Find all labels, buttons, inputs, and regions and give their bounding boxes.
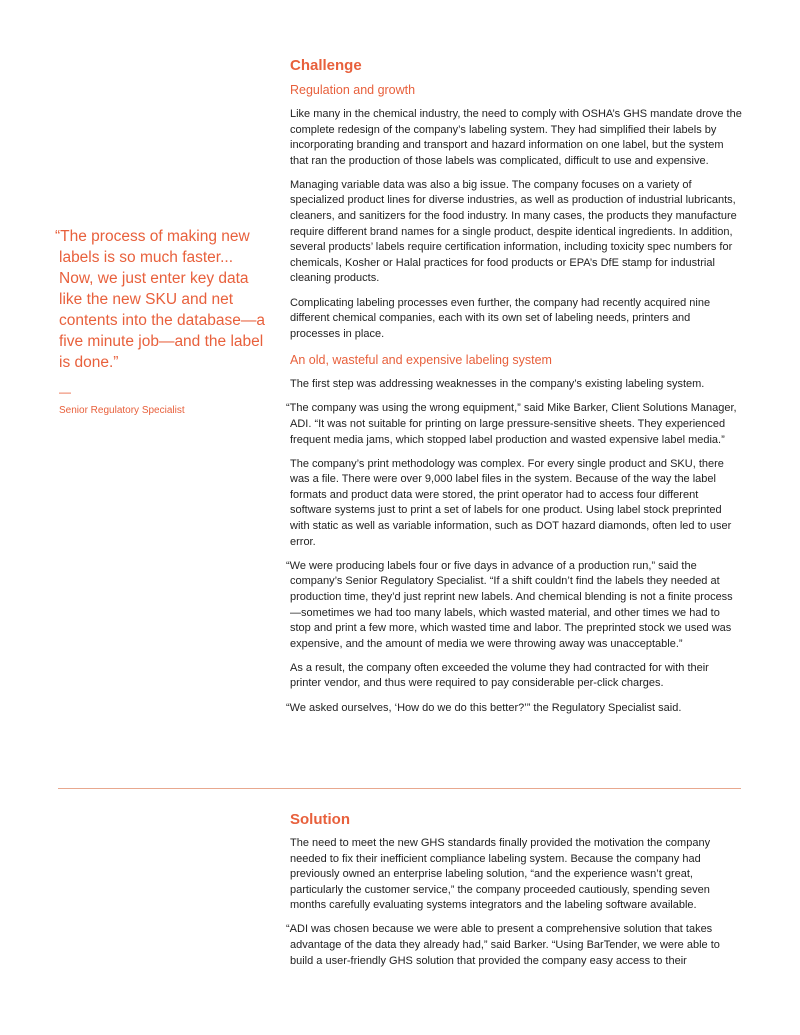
paragraph: Like many in the chemical industry, the need to comply with OSHA’s GHS mandate drove the complete redesign of the company’s labeling system. They had simplified their labels by incorporating branding and transport and hazard information on one label, but the system that ran the production of those labels was complicated, difficult to use and expensive. [290,108,742,167]
quote-paragraph: “ADI was chosen because we were able to present a comprehensive solution that takes advantage of the data they already had,” said Barker. “Using BarTender, we were able to build a user-friendly GHS solution that provided the company easy access to their [286,923,720,967]
pull-quote-dash: — [59,385,71,399]
paragraph: The first step was addressing weaknesses in the company’s existing labeling system. [290,378,705,391]
solution-heading: Solution [290,811,350,828]
pull-quote-attribution: Senior Regulatory Specialist [59,405,185,416]
paragraph: Complicating labeling processes even further, the company had recently acquired nine different chemical companies, each with its own set of labeling needs, printers and processes in place. [290,296,711,340]
paragraph: As a result, the company often exceeded the volume they had contracted for with their printer vendor, and thus were required to pay considerable per-click charges. [290,661,709,690]
section-divider [58,788,741,789]
quote-paragraph: “We asked ourselves, ‘How do we do this better?’” the Regulatory Specialist said. [286,701,682,714]
paragraph: The need to meet the new GHS standards finally provided the motivation the company needed to fix their inefficient compliance labeling system. Because the company had previously owned an enterprise labeling solution, “and the experience wasn’t great, particularly the customer service,” the company proceeded cautiously, spending seven months carefully evaluating systems integrators and the labeling software available. [290,837,711,912]
regulation-subheading: Regulation and growth [290,83,416,97]
labeling-system-subheading: An old, wasteful and expensive labeling system [290,353,552,368]
pull-quote [55,226,270,416]
quote-paragraph: “The company was using the wrong equipment,” said Mike Barker, Client Solutions Manager, ADI. “It was not suitable for printing on large pressure-sensitive sheets. They experienced frequent media jams, which stopped label production and wasted expensive label media.” [286,402,737,446]
quote-paragraph: “We were producing labels four or five days in advance of a production run,” said the company’s Senior Regulatory Specialist. “If a shift couldn’t find the labels they needed at production time, they’d just reprint new labels. And chemical blending is not a finite process—sometimes we had too many labels, which wasted material, and other times we had to stop and print a few more, which wasted time and labor. The preprinted stock we used was expensive, and the amount of media we were throwing away was unacceptable.” [286,559,733,650]
solution-section [286,810,742,978]
challenge-heading: Challenge [290,57,362,74]
challenge-section [286,56,742,725]
paragraph: Managing variable data was also a big issue. The company focuses on a variety of specialized product lines for diverse industries, as well as production of industrial lubricants, cleaners, and sanitizers for the food industry. In many cases, the products they manufacture require different brand names for a single product, despite identical ingredients. In addition, several products’ labels require certification information, including toxicity spec numbers for chemicals, Kosher or Halal practices for food products or EPA’s DfE stamp for industrial cleaning products. [290,178,737,285]
pull-quote-text: “The process of making new labels is so much faster... Now, we just enter key data like the new SKU and net contents into the database—a five minute job—and the label is done.” [55,228,265,371]
paragraph: The company’s print methodology was complex. For every single product and SKU, there was a file. There were over 9,000 label files in the system. Because of the way the label formats and product data were stored, the print operator had to access four different software systems just to print a set of labels for one product. Using label stock preprinted with static as well as variable information, such as DOT hazard diamonds, often led to user error. [290,457,732,548]
